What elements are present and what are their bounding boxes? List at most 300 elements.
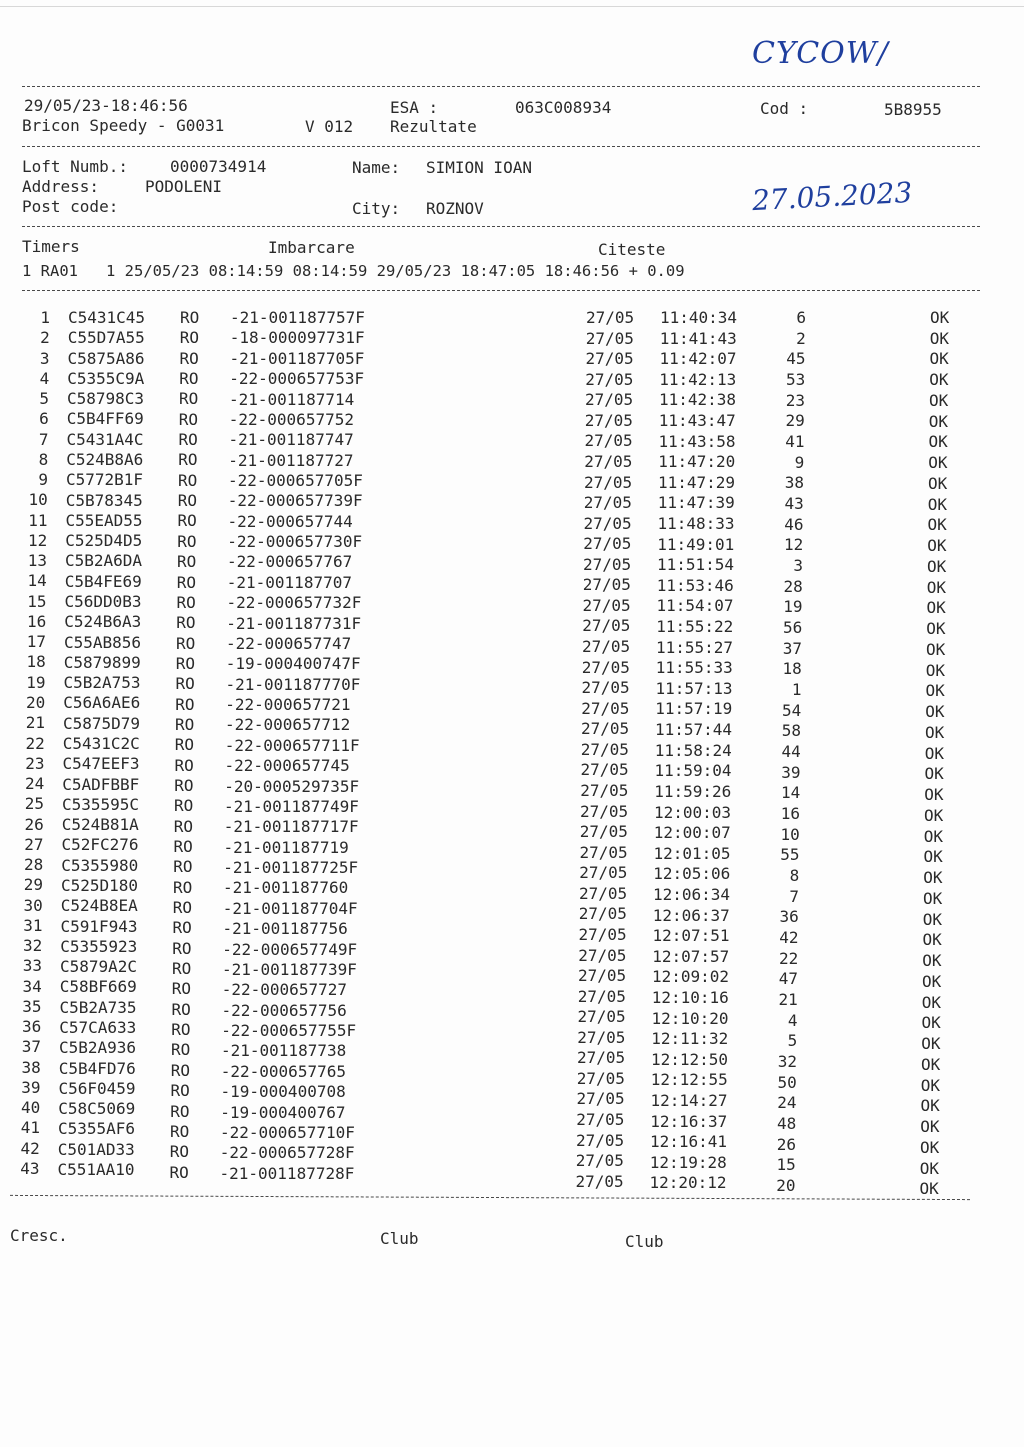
address-value: PODOLENI [145,177,223,196]
rank-position: 6 [796,308,806,327]
arrival-date: 27/05 [585,349,634,369]
ring-id: C58C5069 [58,1099,136,1119]
arrival-date: 27/05 [579,863,628,883]
ring-id: C5879899 [63,652,141,672]
status-text: OK [923,868,943,888]
ring-id: C58BF669 [59,977,137,997]
country-code: RO [178,450,198,470]
arrival-date: 27/05 [577,1048,626,1068]
arrival-date: 27/05 [576,1110,625,1130]
status-text: OK [928,453,948,473]
row-index: 14 [27,571,47,591]
ring-number: -21-001187704F [222,898,358,918]
report-datetime: 29/05/23-18:46:56 [24,96,188,115]
ring-number: -22-000657745 [224,756,350,776]
row-index: 20 [25,692,46,712]
row-index: 16 [26,611,47,631]
rank-position: 43 [784,494,804,513]
result-row [0,349,1024,369]
arrival-time: 11:47:29 [658,472,736,492]
read-label: Citeste [598,240,666,259]
ring-id: C5B2A936 [59,1038,137,1058]
ring-number: -21-001187717F [223,817,359,837]
arrival-date: 27/05 [583,493,632,513]
ring-id: C547EEF3 [62,754,140,774]
footer-club-2: Club [625,1232,664,1251]
arrival-date: 27/05 [583,513,632,533]
row-index: 39 [21,1077,41,1097]
status-text: OK [929,328,950,348]
ring-number: -22-000657712 [225,715,351,735]
row-index: 38 [21,1057,41,1077]
city-value: ROZNOV [426,199,484,218]
ring-number: -21-001187757F [230,308,365,327]
arrival-time: 11:40:34 [660,308,738,327]
row-index: 41 [20,1118,40,1138]
rank-position: 22 [778,948,799,968]
arrival-date: 27/05 [586,308,635,327]
arrival-date: 27/05 [585,369,634,389]
status-text: OK [928,473,948,493]
country-code: RO [170,1101,190,1121]
status-text: OK [930,308,950,327]
country-code: RO [175,674,195,694]
row-index: 34 [22,976,42,996]
address-label: Address: [22,177,100,196]
ring-id: C55AB856 [64,632,142,652]
row-index: 32 [22,936,43,956]
result-row [0,449,1024,473]
arrival-time: 12:00:07 [653,823,731,843]
row-index: 35 [22,996,42,1016]
arrival-time: 11:59:04 [654,761,732,781]
divider-top [22,86,980,87]
divider-bottom [10,1195,970,1200]
rank-position: 48 [776,1114,797,1134]
row-index: 23 [25,753,45,773]
ring-id: C5355980 [61,855,139,875]
arrival-time: 12:16:41 [650,1132,728,1152]
arrival-time: 11:41:43 [659,328,737,348]
ring-id: C524B81A [61,815,139,835]
arrival-date: 27/05 [578,966,627,986]
result-row [0,510,1024,535]
arrival-time: 12:06:37 [652,905,730,925]
arrival-time: 12:10:16 [651,987,729,1007]
ring-id: C551AA10 [57,1160,135,1180]
arrival-date: 27/05 [579,822,628,842]
country-code: RO [178,470,198,490]
rank-position: 38 [784,473,804,493]
arrival-time: 11:49:01 [657,534,735,554]
row-index: 9 [38,470,48,490]
arrival-time: 11:55:33 [655,658,733,678]
postcode-label: Post code: [22,197,119,216]
ring-id: C5355AF6 [58,1119,136,1139]
arrival-time: 11:42:07 [659,349,737,369]
country-code: RO [170,1081,190,1101]
arrival-time: 11:53:46 [656,575,734,595]
ring-id: C591F943 [60,916,138,936]
ring-number: -21-001187747 [228,430,354,450]
row-index: 13 [27,551,47,571]
status-text: OK [923,888,943,908]
arrival-time: 11:43:47 [658,411,736,431]
row-index: 36 [21,1017,42,1037]
divider-fancier [22,226,980,227]
row-index: 21 [25,713,45,733]
rank-position: 24 [777,1093,797,1113]
arrival-date: 27/05 [580,739,629,759]
country-code: RO [175,694,195,714]
status-text: OK [927,515,947,535]
country-code: RO [177,491,198,511]
ring-id: C5B4FD76 [58,1058,136,1078]
arrival-time: 11:57:19 [655,699,733,719]
arrival-time: 12:01:05 [653,843,731,863]
country-code: RO [171,979,192,999]
ring-number: -19-000400708 [220,1082,346,1102]
arrival-date: 27/05 [577,1027,626,1047]
country-code: RO [171,1040,191,1060]
ring-number: -22-000657756 [221,1000,347,1020]
arrival-time: 12:12:55 [650,1070,728,1090]
ring-id: C56DD0B3 [64,592,142,612]
arrival-time: 11:55:27 [656,637,734,657]
row-index: 3 [39,348,50,368]
country-code: RO [175,653,196,673]
row-index: 8 [38,449,49,469]
status-text: OK [922,971,942,991]
arrival-date: 27/05 [581,719,630,739]
arrival-date: 27/05 [580,760,629,780]
embark-label: Imbarcare [268,238,355,257]
rank-position: 2 [796,328,806,348]
rank-position: 15 [776,1155,796,1175]
ring-number: -22-000657752 [228,409,354,429]
country-code: RO [176,572,197,592]
result-row [0,411,1024,431]
rank-position: 21 [778,990,798,1010]
arrival-time: 12:11:32 [651,1029,729,1049]
status-text: OK [924,743,945,763]
row-index: 28 [23,855,44,875]
scan-top-edge [0,6,1024,7]
status-text: OK [921,1054,941,1074]
result-row [0,652,1024,680]
status-text: OK [927,556,947,576]
country-code: RO [180,308,200,327]
result-row [0,571,1024,597]
arrival-time: 11:42:38 [659,390,737,410]
esa-value: 063C008934 [515,98,612,117]
row-index: 6 [39,409,49,429]
arrival-date: 27/05 [583,554,632,574]
row-index: 40 [20,1098,41,1118]
esa-label: ESA : [390,98,439,117]
handwritten-top-note: CYCOW/ [752,36,889,71]
arrival-date: 27/05 [582,616,631,636]
country-code: RO [177,511,197,531]
arrival-date: 27/05 [579,883,628,903]
rank-position: 55 [780,845,800,865]
rank-position: 5 [787,1031,798,1051]
country-code: RO [179,328,200,348]
country-code: RO [169,1162,189,1182]
row-index: 22 [25,733,45,753]
rank-position: 18 [782,659,802,679]
ring-id: C5355923 [60,936,138,956]
arrival-time: 12:19:28 [649,1152,727,1172]
handwritten-date-note: 27.05.2023 [751,175,914,218]
result-row [0,632,1024,659]
arrival-date: 27/05 [582,595,631,615]
country-code: RO [179,348,199,368]
result-row [0,611,1024,639]
ring-number: -21-001187749F [224,796,359,816]
row-index: 17 [26,632,46,652]
rank-position: 3 [793,556,803,575]
arrival-date: 27/05 [581,657,630,677]
status-text: OK [929,349,949,369]
result-row [0,551,1024,576]
country-code: RO [179,389,199,409]
row-index: 11 [28,510,48,530]
ring-number: -21-001187725F [223,858,359,878]
row-index: 19 [26,672,46,692]
ring-id: C56A6AE6 [63,693,141,713]
arrival-date: 27/05 [578,924,627,944]
status-text: OK [924,764,944,784]
footer-cresc: Cresc. [10,1226,68,1245]
row-index: 27 [24,834,44,854]
row-index: 26 [24,814,44,834]
result-row [0,390,1024,410]
status-text: OK [923,847,943,867]
ring-id: C58798C3 [67,389,145,409]
status-text: OK [927,536,947,556]
ring-number: -22-000657765 [220,1061,346,1081]
report-type: Rezultate [390,117,477,136]
status-text: OK [920,1096,940,1116]
ring-number: -21-001187756 [222,919,348,939]
country-code: RO [171,1020,191,1040]
country-code: RO [173,816,194,836]
status-text: OK [926,619,946,639]
arrival-date: 27/05 [578,945,627,965]
arrival-time: 12:16:37 [650,1111,728,1131]
rank-position: 39 [781,762,801,782]
arrival-time: 12:12:50 [651,1049,729,1069]
ring-id: C524B8A6 [66,450,144,470]
rank-position: 42 [779,928,799,948]
status-text: OK [922,930,942,950]
arrival-date: 27/05 [576,1089,625,1109]
ring-number: -22-000657744 [227,511,353,531]
row-index: 30 [23,895,43,915]
arrival-time: 11:43:58 [658,431,736,451]
country-code: RO [174,735,195,755]
country-code: RO [178,430,198,450]
country-code: RO [172,959,192,979]
arrival-date: 27/05 [576,1130,625,1150]
arrival-date: 27/05 [584,451,633,471]
row-index: 42 [20,1138,40,1158]
arrival-date: 27/05 [583,534,632,554]
country-code: RO [176,592,196,612]
rank-position: 16 [780,804,800,824]
ring-number: -21-001187770F [225,674,361,694]
result-row [0,329,1024,349]
arrival-date: 27/05 [584,472,633,492]
arrival-date: 27/05 [577,986,626,1006]
rank-position: 9 [794,452,805,472]
arrival-time: 12:09:02 [652,967,730,987]
timer-line: 1 RA01 1 25/05/23 08:14:59 08:14:59 29/05/23 18:47:05 18:46:56 + 0.09 [22,262,685,280]
status-text: OK [919,1179,939,1199]
row-index: 1 [40,308,50,327]
status-text: OK [921,1013,941,1033]
rank-position: 29 [785,411,805,431]
country-code: RO [172,898,193,918]
status-text: OK [926,639,946,659]
cod-label: Cod : [760,99,809,118]
rank-position: 50 [777,1072,797,1092]
arrival-time: 11:47:39 [657,493,735,513]
arrival-time: 11:57:13 [655,678,733,698]
status-text: OK [924,805,944,825]
ring-id: C52FC276 [61,835,139,855]
rank-position: 8 [789,866,800,886]
country-code: RO [171,999,191,1019]
arrival-date: 27/05 [580,780,629,800]
ring-id: C55D7A55 [67,328,145,348]
loft-label: Loft Numb.: [22,157,128,176]
arrival-date: 27/05 [584,431,633,451]
ring-id: C5772B1F [66,470,144,490]
status-text: OK [920,1075,941,1095]
result-row [0,308,1024,328]
ring-number: -20-000529735F [224,776,360,796]
ring-id: C5431A4C [66,429,144,449]
ring-number: -19-000400767 [220,1102,346,1122]
row-index: 33 [22,956,42,976]
result-row [0,591,1024,618]
ring-id: C5355C9A [67,368,145,388]
arrival-time: 11:54:07 [656,596,734,616]
row-index: 29 [23,875,43,895]
status-text: OK [928,432,948,452]
row-index: 12 [27,530,48,550]
arrival-date: 27/05 [579,842,628,862]
ring-id: C5875D79 [63,713,141,733]
ring-number: -22-000657728F [219,1143,355,1163]
arrival-time: 12:00:03 [654,802,732,822]
divider-timers [22,290,980,291]
ring-id: C5ADFBBF [62,774,140,794]
result-row [0,490,1024,514]
ring-number: -22-000657747 [226,633,352,653]
country-code: RO [176,613,196,633]
status-text: OK [922,909,943,929]
arrival-date: 27/05 [577,1007,626,1027]
ring-number: -22-000657730F [227,532,363,552]
ring-id: C5431C45 [68,308,146,327]
ring-number: -21-001187738 [221,1041,347,1061]
ring-number: -21-001187739F [222,959,357,979]
result-row [0,530,1024,556]
timers-label: Timers [22,237,80,256]
status-text: OK [929,370,949,390]
status-text: OK [926,577,947,597]
arrival-time: 11:51:54 [657,555,735,575]
rank-position: 53 [785,370,806,389]
rank-position: 44 [781,742,801,762]
arrival-time: 12:05:06 [653,864,731,884]
row-index: 24 [24,774,45,794]
result-row [0,713,1024,742]
ring-id: C501AD33 [57,1139,135,1159]
country-code: RO [178,409,199,429]
result-row [0,370,1024,390]
device-name: Bricon Speedy - G0031 [22,116,225,135]
arrival-date: 27/05 [580,801,629,821]
ring-number: -22-000657755F [221,1021,357,1041]
row-index: 10 [28,490,48,510]
ring-number: -22-000657705F [228,471,363,490]
arrival-time: 11:58:24 [654,740,732,760]
country-code: RO [173,877,193,897]
status-text: OK [925,702,945,722]
rank-position: 37 [782,638,802,658]
status-text: OK [920,1137,940,1157]
ring-id: C5B78345 [65,490,143,510]
rank-position: 4 [787,1010,798,1030]
ring-number: -22-000657727 [221,980,347,1000]
arrival-time: 11:47:20 [658,452,736,472]
arrival-time: 12:10:20 [651,1008,729,1028]
status-text: OK [925,660,946,680]
ring-number: -21-001187707 [226,572,352,592]
rank-position: 10 [780,824,800,844]
loft-value: 0000734914 [170,157,267,176]
arrival-time: 11:55:22 [656,617,734,637]
rank-position: 12 [783,535,804,555]
status-text: OK [924,785,944,805]
ring-id: C525D180 [61,876,139,896]
rank-position: 54 [781,700,802,720]
rank-position: 28 [783,576,803,596]
rank-position: 32 [777,1052,797,1072]
country-code: RO [174,755,194,775]
ring-number: -21-001187705F [229,348,365,368]
ring-number: -21-001187731F [226,613,362,633]
rank-position: 56 [782,618,803,638]
arrival-date: 27/05 [578,904,627,924]
ring-number: -21-001187727 [228,450,354,470]
ring-id: C525D4D5 [65,531,143,551]
status-text: OK [925,722,945,742]
ring-number: -22-000657749F [222,939,358,959]
row-index: 37 [21,1037,41,1057]
rank-position: 26 [776,1134,796,1154]
status-text: OK [927,494,948,514]
footer-club-1: Club [380,1229,419,1248]
arrival-time: 11:57:44 [655,720,733,740]
result-row [0,692,1024,722]
name-value: SIMION IOAN [426,158,532,177]
cod-value: 5B8955 [884,100,942,119]
